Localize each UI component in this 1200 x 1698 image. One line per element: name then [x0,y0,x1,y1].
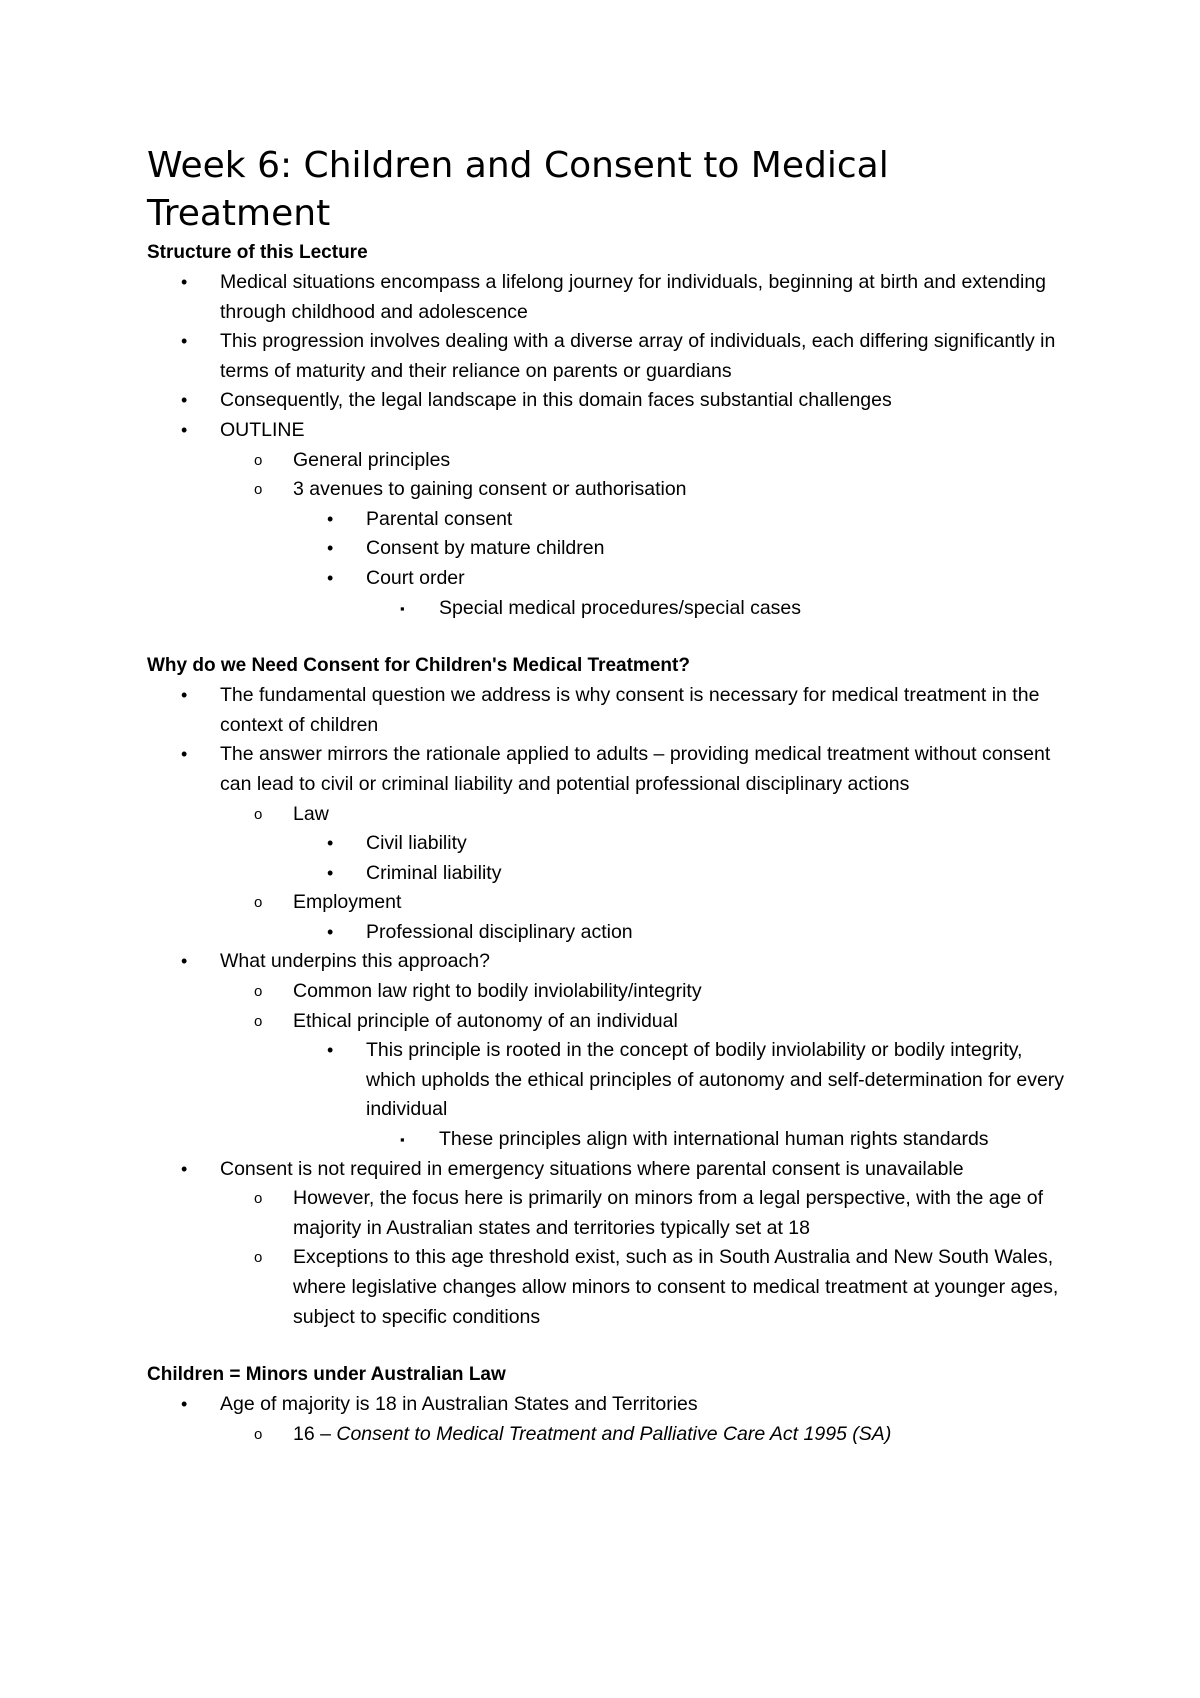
bullet-disc-icon: • [327,1040,334,1061]
bullet-circle-icon: o [254,894,263,912]
list-item: • Age of majority is 18 in Australian States and Territories [147,1390,1067,1420]
section-heading: Why do we Need Consent for Children's Medical Treatment? [147,655,690,677]
list-item: • This principle is rooted in the concept of bodily inviolability or bodily integrity, which upholds the ethical principles of autonomy and self-determination for every individual [147,1036,1067,1125]
section-structure [147,238,1067,623]
bullet-list [147,1390,1067,1449]
bullet-circle-icon: o [254,1190,263,1208]
bullet-disc-icon: • [181,1158,188,1179]
bullet-circle-icon: o [254,1425,263,1443]
list-item [147,1420,1067,1450]
bullet-disc-icon: • [327,921,334,942]
list-item: o Common law right to bodily inviolability/integrity [147,977,1067,1007]
list-item: • OUTLINE [147,416,1067,446]
bullet-list [147,268,1067,623]
bullet-disc-icon: • [181,390,188,411]
list-item: o 3 avenues to gaining consent or authorisation [147,475,1067,505]
section-heading: Children = Minors under Australian Law [147,1364,506,1386]
list-item: o Exceptions to this age threshold exist, such as in South Australia and New South Wales, where legislative changes allow minors to consent to medical treatment at younger ages, subject to specific conditions [147,1243,1067,1332]
section-why-consent [147,651,1067,1332]
bullet-square-icon: ▪ [400,1132,405,1148]
bullet-disc-icon: • [327,538,334,559]
list-item: • Parental consent [147,505,1067,535]
bullet-circle-icon: o [254,481,263,499]
bullet-disc-icon: • [181,744,188,765]
bullet-disc-icon: • [327,567,334,588]
bullet-circle-icon: o [254,983,263,1001]
page-title: Week 6: Children and Consent to Medical Treatment [147,145,889,234]
age-prefix: 16 – [293,1422,337,1445]
bullet-list [147,681,1067,1332]
list-item: ▪ Special medical procedures/special cases [147,594,1067,624]
bullet-disc-icon: • [181,685,188,706]
list-item: • Consequently, the legal landscape in this domain faces substantial challenges [147,386,1067,416]
bullet-circle-icon: o [254,1249,263,1267]
list-item: • Medical situations encompass a lifelong journey for individuals, beginning at birth and extending through childhood and adolescence [147,268,1067,327]
list-item: • Court order [147,564,1067,594]
list-item: o Ethical principle of autonomy of an individual [147,1007,1067,1037]
bullet-square-icon: ▪ [400,600,405,616]
bullet-disc-icon: • [181,1394,188,1415]
bullet-circle-icon: o [254,1012,263,1030]
bullet-disc-icon: • [181,272,188,292]
list-item: o Employment [147,888,1067,918]
list-item: • What underpins this approach? [147,947,1067,977]
bullet-disc-icon: • [327,862,334,883]
document-content [147,142,1067,1449]
bullet-disc-icon: • [181,951,188,972]
list-item: • Civil liability [147,829,1067,859]
bullet-circle-icon: o [254,451,263,469]
bullet-disc-icon: • [181,419,188,440]
list-item: • Consent by mature children [147,534,1067,564]
list-item: • Criminal liability [147,859,1067,889]
bullet-circle-icon: o [254,805,263,823]
bullet-disc-icon: • [327,508,334,529]
bullet-disc-icon: • [327,833,334,854]
list-item: ▪ These principles align with international human rights standards [147,1125,1067,1155]
list-item: • Professional disciplinary action [147,918,1067,948]
list-item: • Consent is not required in emergency situations where parental consent is unavailable [147,1155,1067,1185]
list-item: • The fundamental question we address is why consent is necessary for medical treatment in the context of children [147,681,1067,740]
section-children-minors [147,1360,1067,1449]
list-item: o Law [147,800,1067,830]
list-item: • The answer mirrors the rationale applied to adults – providing medical treatment without consent can lead to civil or criminal liability and potential professional disciplinary actions [147,740,1067,799]
legislation-citation: Consent to Medical Treatment and Palliative Care Act 1995 (SA) [336,1422,892,1445]
list-item: o However, the focus here is primarily on minors from a legal perspective, with the age of majority in Australian states and territories typically set at 18 [147,1184,1067,1243]
list-item: o General principles [147,446,1067,476]
section-heading: Structure of this Lecture [147,242,368,263]
list-item: • This progression involves dealing with a diverse array of individuals, each differing significantly in terms of maturity and their reliance on parents or guardians [147,327,1067,386]
bullet-disc-icon: • [181,331,188,352]
